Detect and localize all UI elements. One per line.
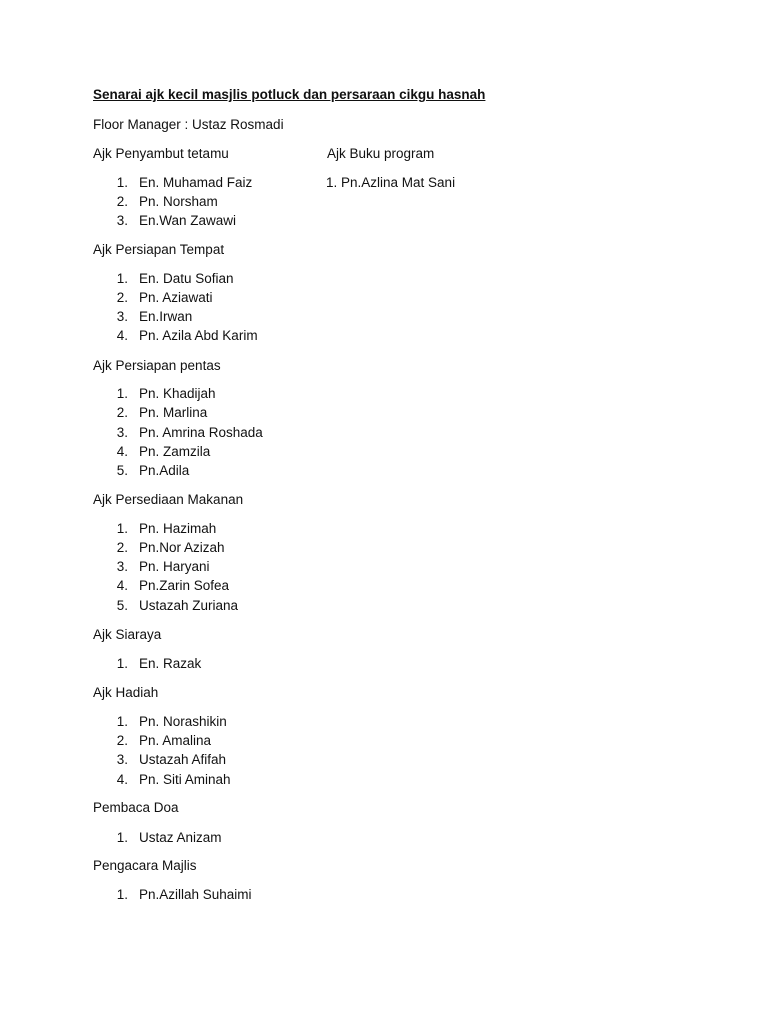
section-heading: Ajk Hadiah: [93, 685, 159, 700]
list-number: 2.: [116, 540, 128, 555]
list-item: Pn. Norashikin: [139, 714, 227, 729]
list-item: En. Muhamad Faiz: [139, 175, 253, 190]
section-heading: Ajk Persiapan pentas: [93, 358, 221, 373]
list-item: Ustazah Zuriana: [139, 598, 239, 613]
list-item: Pn. Norsham: [139, 194, 218, 209]
section-heading: Ajk Penyambut tetamu: [93, 146, 229, 161]
list-number: 1.: [116, 521, 128, 536]
list-item: Pn.Azillah Suhaimi: [139, 887, 252, 902]
list-number: 1.: [116, 887, 128, 902]
list-item: Pn. Amrina Roshada: [139, 425, 263, 440]
floor-manager-line: Floor Manager : Ustaz Rosmadi: [93, 117, 284, 132]
list-number: 2.: [116, 290, 128, 305]
section-heading: Ajk Persediaan Makanan: [93, 492, 244, 507]
list-number: 3.: [116, 559, 128, 574]
list-item: En.Irwan: [139, 309, 193, 324]
list-number: 1.: [116, 830, 128, 845]
list-item: En.Wan Zawawi: [139, 213, 237, 228]
list-number: 4.: [116, 772, 128, 787]
list-number: 4.: [116, 578, 128, 593]
list-item: Pn. Hazimah: [139, 521, 217, 536]
list-item: En. Datu Sofian: [139, 271, 234, 286]
list-number: 5.: [116, 598, 128, 613]
list-item: Pn. Aziawati: [139, 290, 213, 305]
list-number: 2.: [116, 733, 128, 748]
list-number: 3.: [116, 425, 128, 440]
list-number: 3.: [116, 213, 128, 228]
list-number: 4.: [116, 444, 128, 459]
list-number: 3.: [116, 752, 128, 767]
list-number: 5.: [116, 463, 128, 478]
document-title: Senarai ajk kecil masjlis potluck dan persaraan cikgu hasnah: [93, 87, 486, 102]
list-number: 1.: [116, 656, 128, 671]
list-item: Pn.Nor Azizah: [139, 540, 225, 555]
list-item: Pn. Amalina: [139, 733, 212, 748]
list-number: 1.: [116, 386, 128, 401]
list-number: 3.: [116, 309, 128, 324]
list-number: 4.: [116, 328, 128, 343]
section-heading: Pembaca Doa: [93, 800, 179, 815]
list-number: 1.: [116, 714, 128, 729]
list-number: 2.: [116, 405, 128, 420]
list-item: Pn. Siti Aminah: [139, 772, 231, 787]
list-item: En. Razak: [139, 656, 202, 671]
list-item: Ustazah Afifah: [139, 752, 227, 767]
section-heading: Pengacara Majlis: [93, 858, 197, 873]
section-heading: Ajk Persiapan Tempat: [93, 242, 225, 257]
list-item: Ustaz Anizam: [139, 830, 222, 845]
section-heading: Ajk Buku program: [327, 146, 435, 161]
list-item: Pn.Adila: [139, 463, 190, 478]
list-item: 1. Pn.Azlina Mat Sani: [326, 175, 456, 190]
section-heading: Ajk Siaraya: [93, 627, 162, 642]
list-number: 1.: [116, 175, 128, 190]
list-item: Pn. Haryani: [139, 559, 210, 574]
list-item: Pn. Marlina: [139, 405, 208, 420]
list-item: Pn. Azila Abd Karim: [139, 328, 258, 343]
list-item: Pn. Zamzila: [139, 444, 211, 459]
list-item: Pn.Zarin Sofea: [139, 578, 230, 593]
list-number: 2.: [116, 194, 128, 209]
list-item: Pn. Khadijah: [139, 386, 216, 401]
list-number: 1.: [116, 271, 128, 286]
